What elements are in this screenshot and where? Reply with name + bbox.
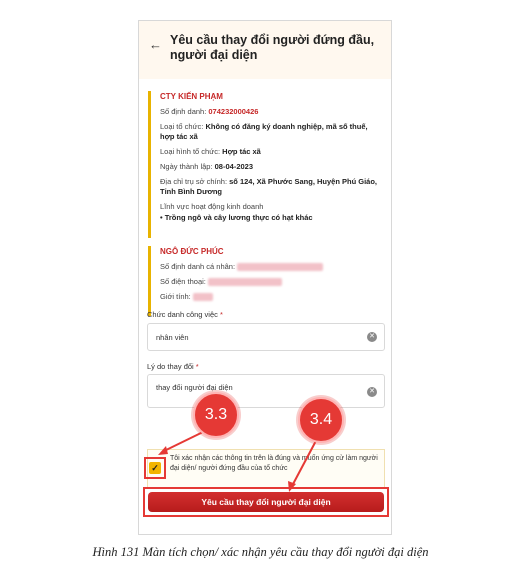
confirm-checkbox[interactable]: ✓ [149, 462, 161, 474]
address-row: Địa chỉ trụ sở chính: số 124, Xã Phước Sang, Huyện Phú Giáo, Tỉnh Bình Dương [160, 177, 378, 196]
personal-id-row: Số định danh cá nhân: [160, 262, 384, 272]
org-type-row: Loại tổ chức: Không có đăng ký doanh nghiệp, mã số thuế, hợp tác xã [160, 122, 368, 141]
founded-value: 08-04-2023 [214, 162, 254, 171]
org-id-value: 074232000426 [208, 107, 259, 116]
org-id-row: Số định danh: 074232000426 [160, 107, 259, 116]
person-name: NGÔ ĐỨC PHÚC [160, 247, 224, 256]
annotation-badge-3-4: 3.4 [298, 397, 344, 443]
phone-row: Số điện thoại: [160, 277, 384, 287]
annotation-badge-3-3: 3.3 [193, 392, 239, 438]
arrow-3-3 [162, 432, 203, 452]
arrow-3-4 [292, 437, 318, 486]
clear-icon[interactable]: ✕ [367, 387, 377, 397]
job-title-input[interactable]: nhân viên ✕ [147, 323, 385, 351]
address-value: số 124, Xã Phước Sang, Huyện Phú Giáo, Tỉnh Bình Dương [160, 177, 378, 196]
reason-label: Lý do thay đổi * [147, 362, 199, 371]
clear-icon[interactable]: ✕ [367, 332, 377, 342]
business-item: • Trồng ngô và cây lương thực có hạt khác [160, 213, 313, 222]
arrowhead-3-3 [158, 446, 168, 455]
page-title: Yêu cầu thay đổi người đứng đầu, người đại diện [170, 33, 375, 62]
org-form-row: Loại hình tổ chức: Hợp tác xã [160, 147, 261, 156]
business-label: Lĩnh vực hoạt động kinh doanh [160, 202, 264, 211]
confirm-statement: Tôi xác nhận các thông tin trên là đúng và muốn ứng cử làm người đại diện/ người đứng đầu của tổ chức [147, 449, 385, 489]
reason-input[interactable]: thay đổi người đại diện ✕ [147, 374, 385, 408]
gender-row: Giới tính: [160, 292, 384, 302]
submit-button[interactable]: Yêu cầu thay đổi người đại diện [148, 492, 384, 512]
organization-name: CTY KIẾN PHẠM [160, 92, 223, 101]
founded-row: Ngày thành lập: 08-04-2023 [160, 162, 254, 171]
job-title-label: Chức danh công việc * [147, 310, 223, 319]
figure-caption: Hình 131 Màn tích chọn/ xác nhận yêu cầu thay đổi người đại diện [92, 545, 429, 559]
back-arrow-icon[interactable]: ← [149, 37, 162, 52]
org-type-value: Không có đăng ký doanh nghiệp, mã số thuế, hợp tác xã [160, 122, 368, 141]
org-form-value: Hợp tác xã [222, 147, 261, 156]
